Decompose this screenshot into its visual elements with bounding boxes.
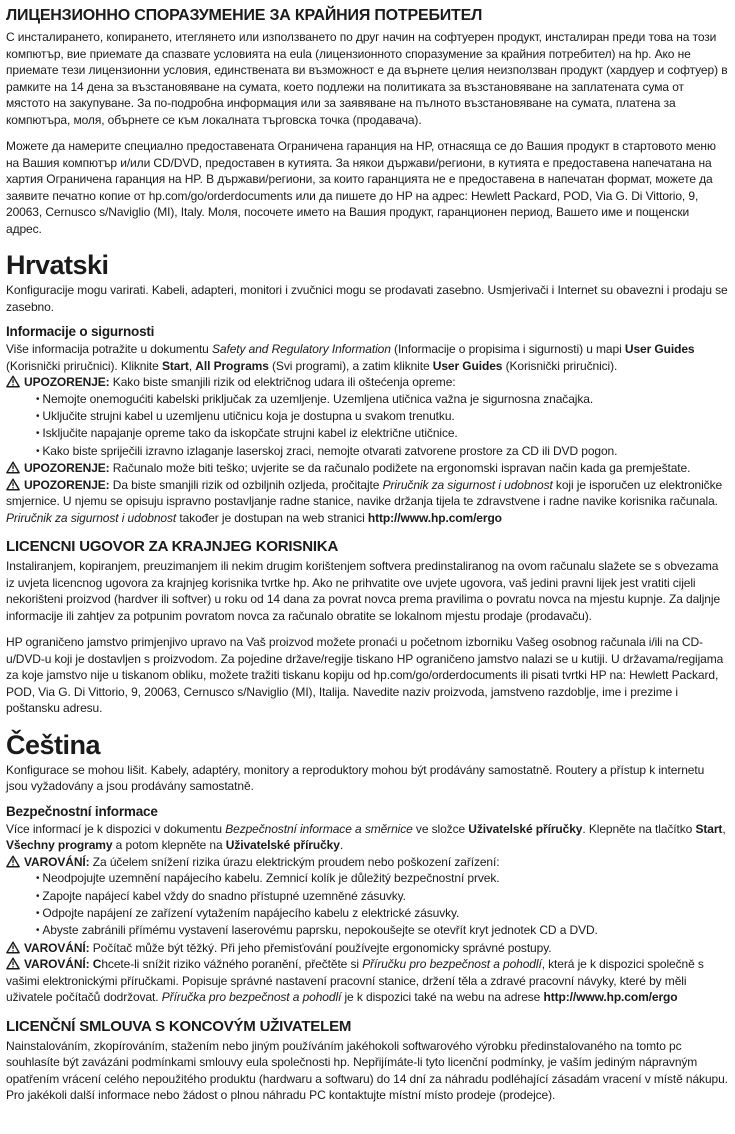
- czech-eula-paragraph: Nainstalováním, zkopírováním, stažením nebo jiným používáním jakéhokoli softwarového výrobku předinstalovaného na tomto pc souhlasíte být zavázáni podmínkami smlouvy eula společnosti hp. Nepřijímáte-li tyto licenční podmínky, je vaším jediným nápravným opatřením vrácení celého nepoužitého produktu (hardwaru a softwaru) do 14 dní za náhradu podléhající zásadám vracení v místě nákupu. Pro jakékoli další informace nebo žádost o plnou náhradu PC kontaktujte místní místo prodeje (prodejce).: [6, 1038, 728, 1103]
- bullet-text: Zapojte napájecí kabel vždy do snadno přístupné uzemněné zásuvky.: [42, 888, 406, 903]
- czech-warning-electric: [6, 854, 728, 871]
- bullet-text: Uključite strujni kabel u uzemljenu utičnicu koja je dostupna u svakom trenutku.: [42, 408, 455, 423]
- warning-icon: [6, 461, 20, 474]
- list-item: [6, 922, 728, 939]
- warning-icon: [6, 855, 20, 868]
- bullet-text: Neodpojujte uzemnění napájecího kabelu. Zemnicí kolík je důležitý bezpečnostní prvek.: [42, 871, 500, 886]
- list-item: [6, 408, 728, 425]
- czech-safety-paragraph: Více informací je k dispozici v dokumentu Bezpečnostní informace a směrnice ve složce Uživatelské příručky. Klepněte na tlačítko Start, Všechny programy a potom klepněte na Uživatelské příručky.: [6, 821, 726, 853]
- czech-intro-paragraph: Konfigurace se mohou lišit. Kabely, adaptéry, monitory a reproduktory mohou být prodávány samostatně. Routery a přístup k internetu jsou vyžadovány a jsou prodávány samostatně.: [6, 762, 705, 794]
- croatian-intro-paragraph: Konfiguracije mogu varirati. Kabeli, adapteri, monitori i zvučnici mogu se prodavati zasebno. Usmjerivači i Internet su obavezni i prodaju se zasebno.: [6, 283, 728, 314]
- warning-text: VAROVÁNÍ: Za účelem snížení rizika úrazu elektrickým proudem nebo poškození zařízení:: [24, 854, 500, 869]
- bullet-icon: •: [36, 873, 40, 885]
- list-item: [6, 870, 728, 887]
- warning-text: UPOZORENJE: Kako biste smanjili rizik od električnog udara ili oštećenja opreme:: [24, 375, 456, 389]
- czech-language-heading: Čeština: [6, 729, 101, 760]
- czech-warning-heavy: [6, 940, 728, 957]
- bullet-text: Nemojte onemogućiti kabelski priključak za uzemljenje. Uzemljena utičnica važna je sigurnosna značajka.: [42, 391, 594, 406]
- bullet-text: Odpojte napájení ze zařízení vytažením napájecího kabelu z elektrické zásuvky.: [42, 905, 460, 920]
- czech-safety-heading: Bezpečnostní informace: [6, 803, 158, 819]
- croatian-warning-injury: [6, 477, 728, 527]
- croatian-eula-heading: LICENCNI UGOVOR ZA KRAJNJEG KORISNIKA: [6, 538, 339, 556]
- warning-icon: [6, 375, 20, 388]
- warning-text: UPOZORENJE: Računalo može biti teško; uvjerite se da računalo podižete na ergonomski ispravan način kada ga premještate.: [24, 461, 691, 476]
- bulgarian-warranty-paragraph: Можете да намерите специално предоставената Ограничена гаранция на HP, отнасяща се до Вашия продукт в стартовото меню на Вашия компютър и/или CD/DVD, предоставен в кутията. За някои държави/региони, в кутията е предоставена напечатана на хартия Ограничена гаранция на HP. В държави/региони, за които гаранцията не е предоставена в напечатан формат, можете да заявите печатно копие от hp.com/go/orderdocuments или да пишете до HP на адрес: Hewlett Packard, POD, Via G. Di Vittorio, 9, 20063, Cernusco s/Naviglio (MI), Italy. Моля, посочете името на Вашия продукт, гаранционен период, Вашето име и пощенски адрес.: [6, 139, 716, 236]
- warning-text: UPOZORENJE: Da biste smanjili rizik od ozbiljnih ozljeda, pročitajte Priručnik za sigurnost i udobnost koji je isporučen uz elektroničke smjernice. U njemu se opisuju ispravno postavljanje radne stanice, navike držanja tijela te zdravstvene i radne navike korisnika računala. Priručnik za sigurnost i udobnost također je dostupan na web stranici http://www.hp.com/ergo: [6, 477, 723, 525]
- warning-icon: [6, 478, 20, 491]
- croatian-warning-heavy: [6, 460, 728, 477]
- bullet-text: Isključite napajanje opreme tako da iskopčate strujni kabel iz električne utičnice.: [42, 426, 458, 441]
- bullet-icon: •: [36, 428, 40, 440]
- croatian-warranty-paragraph: HP ograničeno jamstvo primjenjivo upravo na Vaš proizvod možete pronaći u početnom izborniku Vašeg osobnog računala i/ili na CD-u/DVD-u koji je dostavljen s proizvodom. Za pojedine države/regije tiskano HP ograničeno jamstvo nalazi se u kutiji. U državama/regijama za koje jamstvo nije u tiskanom obliku, možete tražiti tiskanu kopiju od hp.com/go/orderdocuments ili pisati tvrtki HP na: Hewlett Packard, POD, Via G. Di Vittorio, 9, 20063, Cernusco s/Naviglio (MI), Italija. Navedite naziv proizvoda, jamstveno razdoblje, ime i prezime i poštansku adresu.: [6, 635, 724, 716]
- warning-icon: [6, 957, 20, 970]
- croatian-warning-electric: [6, 374, 728, 391]
- bullet-icon: •: [36, 410, 40, 422]
- bullet-icon: •: [36, 393, 40, 405]
- czech-warning-bullets: [6, 870, 728, 940]
- croatian-eula-paragraph: Instaliranjem, kopiranjem, preuzimanjem ili nekim drugim korištenjem softvera predinstaliranog na ovom računalu slažete se s obvezama iz uvjeta licencnog ugovora za krajnjeg korisnika tvrtke hp. Ako ne prihvatite ove uvjete ugovora, vaš jedini pravni lijek jest vratiti cijeli nekorišteni proizvod (hardver ili softver) u roku od 14 dana za povrat novca prema pravilima o povratu novca na mjestu kupnje. Za daljnje informacije ili zahtjev za potpunim povratom novca za računalo obratite se lokalnom mjestu prodaje (prodavaču).: [6, 559, 721, 623]
- bulgarian-eula-heading: ЛИЦЕНЗИОННО СПОРАЗУМЕНИЕ ЗА КРАЙНИЯ ПОТРЕБИТЕЛ: [6, 7, 483, 24]
- section-bulgarian: [6, 6, 728, 237]
- warning-text: VAROVÁNÍ: Počítač může být těžký. Při jeho přemisťování používejte ergonomicky správné postupy.: [24, 940, 552, 955]
- croatian-safety-heading: Informacije o sigurnosti: [6, 324, 155, 339]
- section-czech: [6, 730, 728, 1104]
- czech-warning-injury: [6, 956, 728, 1006]
- bulgarian-eula-paragraph: С инсталирането, копирането, итеглянето или използването по друг начин на софтуерен продукт, инсталиран преди това на този компютър, вие приемате да спазвате условията на eula (лицензионното споразумение за крайния потребител) на hp. Ако не приемате тези лицензионни условия, единствената ви възможност е да върнете целия неизползван продукт (хардуер и софтуер) в рамките на 14 дена за възстановяване на сумата, което подлежи на политиката за възстановяване на заплатената сума от мястото на закупуване. За по-подробна информация или за заявяване на пълното възстановяване на сумата, платена за компютъра, моля, обърнете се към локалната търговска точка (продавача).: [6, 30, 728, 127]
- warning-text: VAROVÁNÍ: Chcete-li snížit riziko vážného poranění, přečtěte si Příručku pro bezpečnost a pohodlí, která je k dispozici společně s vašimi elektronickými příručkami. Popisuje správné nastavení pracovní stanice, držení těla a zdravé pracovní návyky, které by měli uživatele počítačů dodržovat. Příručka pro bezpečnost a pohodlí je k dispozici také na webu na adrese http://www.hp.com/ergo: [6, 957, 704, 1005]
- bullet-text: Abyste zabránili přímému vystavení laserovému paprsku, nepokoušejte se otevřít kryt jednotek CD a DVD.: [42, 923, 598, 938]
- list-item: [6, 905, 728, 922]
- croatian-warning-bullets: [6, 391, 728, 461]
- bullet-icon: •: [36, 890, 40, 902]
- list-item: [6, 443, 728, 460]
- list-item: [6, 425, 728, 442]
- croatian-language-heading: Hrvatski: [6, 250, 109, 280]
- bullet-icon: •: [36, 445, 40, 457]
- bullet-text: Kako biste spriječili izravno izlaganje laserskoj zraci, nemojte otvarati zatvorene prostore za CD ili DVD pogon.: [42, 443, 618, 458]
- bullet-icon: •: [36, 925, 40, 937]
- bullet-icon: •: [36, 907, 40, 919]
- czech-eula-heading: LICENČNÍ SMLOUVA S KONCOVÝM UŽIVATELEM: [6, 1017, 352, 1035]
- list-item: [6, 391, 728, 408]
- list-item: [6, 888, 728, 905]
- warning-icon: [6, 941, 20, 954]
- section-croatian: [6, 250, 728, 717]
- croatian-safety-paragraph: Više informacija potražite u dokumentu Safety and Regulatory Information (Informacije o propisima i sigurnosti) u mapi User Guides (Korisnički priručnici). Kliknite Start, All Programs (Svi programi), a zatim kliknite User Guides (Korisnički priručnici).: [6, 342, 695, 373]
